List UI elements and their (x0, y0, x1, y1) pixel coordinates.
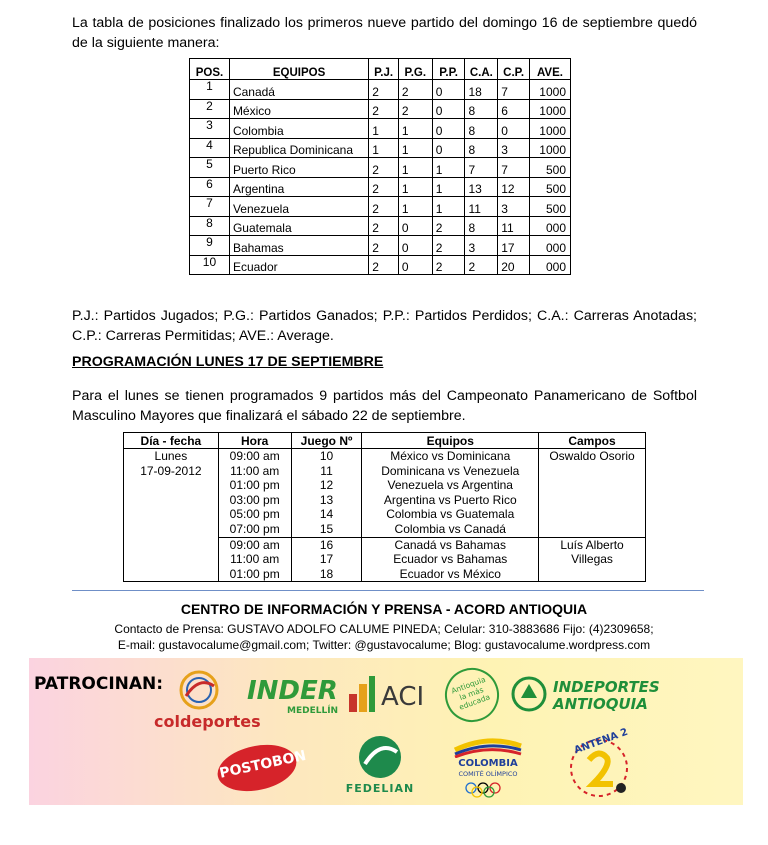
standings-cell-won: 0 (398, 216, 432, 236)
standings-cell-runs-allowed: 7 (498, 80, 530, 100)
schedule-time-entry: 11:00 am (230, 552, 280, 567)
standings-cell-runs-scored: 8 (465, 216, 498, 236)
coldeportes-name: coldeportes (154, 712, 261, 731)
col-header-fields: Campos (539, 433, 646, 449)
standings-cell-won: 1 (398, 138, 432, 158)
standings-cell-average: 500 (529, 197, 570, 217)
group-2-field (539, 537, 646, 582)
standings-cell-pos: 5 (190, 158, 230, 178)
day-date-cell (124, 449, 219, 582)
standings-cell-team: Argentina (229, 177, 368, 197)
indeportes-emblem-icon (511, 676, 547, 712)
schedule-heading: PROGRAMACIÓN LUNES 17 DE SEPTIEMBRE (72, 354, 384, 370)
standings-cell-average: 000 (529, 216, 570, 236)
col-header-pg: P.G. (398, 59, 432, 80)
fedelian-name: FEDELIAN (345, 782, 415, 795)
standings-header-row (190, 59, 571, 80)
standings-row (190, 197, 571, 217)
standings-row (190, 216, 571, 236)
schedule-game-entry: 12 (319, 478, 334, 493)
standings-cell-runs-scored: 11 (465, 197, 498, 217)
standings-cell-lost: 1 (432, 177, 465, 197)
standings-cell-lost: 2 (432, 255, 465, 275)
group-2-games (291, 537, 362, 582)
standings-cell-team: Venezuela (229, 197, 368, 217)
standings-cell-won: 2 (398, 99, 432, 119)
schedule-game-entry: 18 (319, 566, 334, 581)
standings-cell-runs-scored: 8 (465, 99, 498, 119)
standings-cell-played: 1 (369, 138, 399, 158)
standings-cell-team: Ecuador (229, 255, 368, 275)
col-header-teams: EQUIPOS (229, 59, 368, 80)
standings-cell-won: 1 (398, 158, 432, 178)
standings-cell-average: 500 (529, 177, 570, 197)
standings-row (190, 255, 571, 275)
standings-row (190, 80, 571, 100)
antena2-logo (559, 726, 639, 800)
coldeportes-emblem-icon (154, 666, 249, 714)
standings-cell-average: 1000 (529, 138, 570, 158)
group-2-field-label: Luís Alberto Villegas (560, 537, 624, 567)
group-1-games (291, 449, 362, 538)
colombia-olympic-logo (447, 736, 529, 802)
standings-cell-pos: 7 (190, 197, 230, 217)
standings-cell-runs-scored: 2 (465, 255, 498, 275)
schedule-game-entry: 11 (320, 463, 333, 478)
standings-cell-played: 2 (369, 236, 399, 256)
indeportes-line1: INDEPORTES (553, 678, 660, 696)
standings-cell-runs-scored: 18 (465, 80, 498, 100)
standings-cell-pos: 3 (190, 119, 230, 139)
schedule-time-entry: 11:00 am (230, 463, 280, 478)
standings-cell-runs-allowed: 0 (498, 119, 530, 139)
schedule-teams-entry: Dominicana vs Venezuela (381, 463, 520, 478)
standings-cell-won: 1 (398, 119, 432, 139)
standings-cell-runs-allowed: 7 (498, 158, 530, 178)
col-header-ca: C.A. (465, 59, 498, 80)
standings-row (190, 236, 571, 256)
fedelian-logo (345, 734, 415, 802)
colombia-subtitle: COMITÉ OLÍMPICO (458, 770, 518, 778)
standings-cell-won: 1 (398, 197, 432, 217)
standings-cell-team: Republica Dominicana (229, 138, 368, 158)
standings-cell-runs-allowed: 17 (498, 236, 530, 256)
standings-cell-runs-allowed: 12 (498, 177, 530, 197)
abbreviations-legend: P.J.: Partidos Jugados; P.G.: Partidos Ganados; P.P.: Partidos Perdidos; C.A.: Carreras Anotadas; C.P.: Carreras Permitidas; AVE.: Average. (72, 308, 697, 345)
standings-cell-average: 500 (529, 158, 570, 178)
standings-cell-lost: 2 (432, 216, 465, 236)
standings-row (190, 119, 571, 139)
standings-cell-runs-allowed: 6 (498, 99, 530, 119)
col-header-cp: C.P. (498, 59, 530, 80)
standings-cell-played: 2 (369, 255, 399, 275)
colombia-name: COLOMBIA (458, 758, 518, 769)
schedule-intro: Para el lunes se tienen programados 9 partidos más del Campeonato Panamericano de Softbol Masculino Mayores que finalizará el sábado 22 de septiembre. (72, 388, 697, 425)
schedule-table (123, 432, 646, 582)
inder-logo (247, 676, 347, 726)
standings-cell-lost: 0 (432, 138, 465, 158)
standings-cell-pos: 1 (190, 80, 230, 100)
schedule-game-entry: 17 (319, 552, 334, 567)
standings-cell-won: 2 (398, 80, 432, 100)
standings-table (189, 58, 571, 275)
standings-cell-lost: 0 (432, 119, 465, 139)
schedule-teams-entry: Canadá vs Bahamas (394, 537, 506, 552)
col-header-ave: AVE. (529, 59, 570, 80)
standings-cell-played: 2 (369, 99, 399, 119)
standings-cell-runs-scored: 7 (465, 158, 498, 178)
sponsor-banner (29, 658, 743, 805)
schedule-teams-entry: Colombia vs Guatemala (386, 507, 515, 522)
standings-cell-pos: 6 (190, 177, 230, 197)
schedule-time-entry: 07:00 pm (229, 521, 280, 536)
schedule-game-entry: 14 (319, 507, 334, 522)
standings-cell-lost: 1 (432, 158, 465, 178)
standings-cell-lost: 0 (432, 99, 465, 119)
schedule-time-entry: 09:00 am (229, 449, 280, 463)
footer-divider (72, 590, 704, 591)
antioquia-seal (437, 660, 506, 729)
standings-cell-pos: 4 (190, 138, 230, 158)
footer-email: E-mail: gustavocalume@gmail.com; Twitter: @gustavocalume; Blog: gustavocalume.wordpress.com (117, 638, 651, 652)
col-header-time: Hora (218, 433, 291, 449)
col-header-pj: P.J. (369, 59, 399, 80)
schedule-game-entry: 16 (319, 537, 334, 552)
col-header-pos: POS. (190, 59, 230, 80)
group-2-matchups (362, 537, 539, 582)
standings-cell-average: 000 (529, 255, 570, 275)
standings-cell-played: 2 (369, 197, 399, 217)
standings-cell-pos: 8 (190, 216, 230, 236)
aci-name: ACI (381, 682, 425, 712)
col-header-matchup: Equipos (362, 433, 539, 449)
standings-cell-won: 0 (398, 255, 432, 275)
indeportes-logo (511, 676, 686, 716)
standings-cell-runs-scored: 8 (465, 119, 498, 139)
standings-cell-played: 2 (369, 177, 399, 197)
standings-cell-runs-scored: 3 (465, 236, 498, 256)
standings-cell-average: 1000 (529, 80, 570, 100)
coldeportes-logo (154, 666, 261, 734)
day-label: Lunes (154, 449, 188, 463)
standings-row (190, 177, 571, 197)
antioquia-seal-text: Antioquia la más educada (450, 674, 492, 712)
schedule-teams-entry: Venezuela vs Argentina (387, 478, 513, 493)
standings-cell-team: Canadá (229, 80, 368, 100)
aci-emblem-icon (347, 674, 377, 714)
footer-contact: Contacto de Prensa: GUSTAVO ADOLFO CALUME PINEDA; Celular: 310-3883686 Fijo: (4)2309658; (114, 622, 654, 636)
standings-cell-runs-allowed: 20 (498, 255, 530, 275)
col-header-game: Juego Nº (291, 433, 362, 449)
sponsors-label: PATROCINAN: (34, 674, 164, 694)
standings-cell-played: 1 (369, 119, 399, 139)
standings-cell-runs-scored: 8 (465, 138, 498, 158)
group-2-times (218, 537, 291, 582)
fedelian-emblem-icon (357, 734, 403, 780)
standings-cell-lost: 0 (432, 80, 465, 100)
standings-cell-won: 0 (398, 236, 432, 256)
standings-cell-team: Puerto Rico (229, 158, 368, 178)
schedule-game-entry: 13 (319, 492, 334, 507)
standings-cell-won: 1 (398, 177, 432, 197)
col-header-pp: P.P. (432, 59, 465, 80)
standings-cell-played: 2 (369, 80, 399, 100)
standings-cell-pos: 9 (190, 236, 230, 256)
standings-cell-runs-allowed: 11 (498, 216, 530, 236)
postobon-name: POSTOBON (218, 747, 308, 782)
standings-row (190, 138, 571, 158)
standings-cell-average: 1000 (529, 119, 570, 139)
schedule-group-1 (124, 449, 646, 538)
standings-cell-lost: 1 (432, 197, 465, 217)
schedule-time-entry: 01:00 pm (229, 566, 280, 581)
standings-cell-played: 2 (369, 216, 399, 236)
standings-row (190, 99, 571, 119)
inder-subtitle: MEDELLÍN (287, 706, 339, 716)
standings-cell-pos: 2 (190, 99, 230, 119)
standings-cell-runs-allowed: 3 (498, 197, 530, 217)
standings-cell-team: México (229, 99, 368, 119)
schedule-time-entry: 09:00 am (229, 537, 280, 552)
standings-cell-lost: 2 (432, 236, 465, 256)
postobon-logo (217, 746, 308, 790)
schedule-time-entry: 03:00 pm (229, 492, 280, 507)
standings-cell-pos: 10 (190, 255, 230, 275)
standings-cell-runs-allowed: 3 (498, 138, 530, 158)
schedule-game-entry: 15 (319, 521, 334, 536)
col-header-day: Día - fecha (124, 433, 219, 449)
schedule-teams-entry: Ecuador vs Bahamas (393, 552, 508, 567)
footer-title: CENTRO DE INFORMACIÓN Y PRENSA - ACORD ANTIOQUIA (180, 601, 588, 617)
group-1-field: Oswaldo Osorio (539, 449, 646, 538)
intro-paragraph: La tabla de posiciones finalizado los primeros nueve partido del domingo 16 de septiembre quedó de la siguiente manera: (72, 15, 697, 52)
indeportes-line2: ANTIOQUIA (553, 695, 648, 713)
date-label: 17-09-2012 (140, 463, 202, 478)
standings-row (190, 158, 571, 178)
antena2-name: ANTENA 2 (572, 726, 630, 757)
schedule-teams-entry: Argentina vs Puerto Rico (383, 492, 517, 507)
colombia-flag-swoosh-icon (453, 736, 523, 758)
standings-cell-team: Guatemala (229, 216, 368, 236)
schedule-teams-entry: Colombia vs Canadá (394, 521, 506, 536)
standings-cell-average: 1000 (529, 99, 570, 119)
standings-cell-played: 2 (369, 158, 399, 178)
standings-cell-runs-scored: 13 (465, 177, 498, 197)
olympic-rings-icon (463, 782, 513, 798)
group-1-matchups (362, 449, 539, 538)
standings-cell-team: Bahamas (229, 236, 368, 256)
group-1-times (218, 449, 291, 538)
schedule-time-entry: 01:00 pm (229, 478, 280, 493)
standings-cell-average: 000 (529, 236, 570, 256)
schedule-time-entry: 05:00 pm (229, 507, 280, 522)
schedule-header-row (124, 433, 646, 449)
schedule-game-entry: 10 (319, 449, 334, 463)
aci-logo (347, 668, 427, 728)
standings-cell-team: Colombia (229, 119, 368, 139)
schedule-teams-entry: México vs Dominicana (390, 449, 511, 463)
inder-name: INDER (247, 676, 338, 706)
schedule-teams-entry: Ecuador vs México (399, 566, 501, 581)
